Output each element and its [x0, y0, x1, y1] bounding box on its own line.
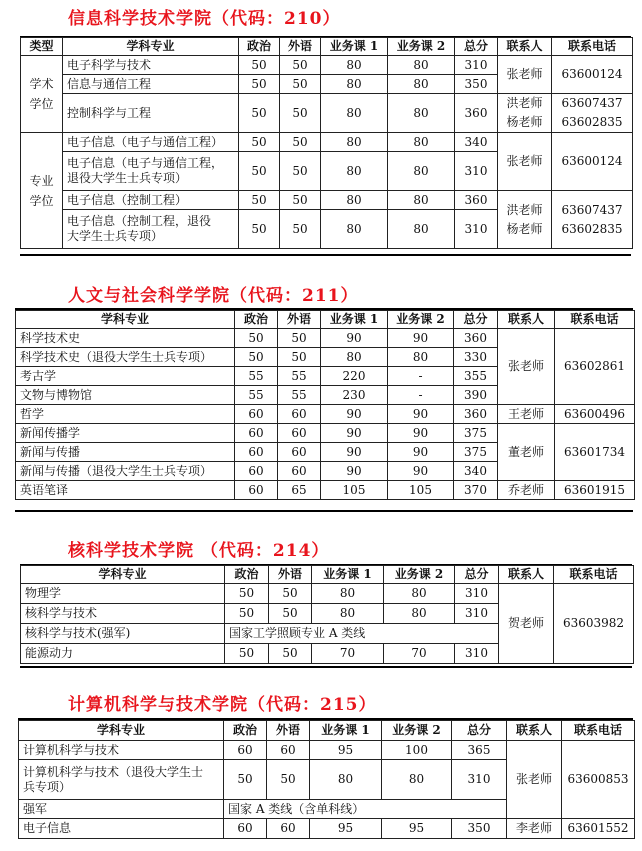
score-cell: -: [388, 386, 454, 405]
score-cell: 100: [382, 741, 452, 760]
major-cell: 新闻传播学: [16, 424, 235, 443]
score-cell: 80: [321, 210, 388, 249]
contact-phone-cell: 63603982: [554, 584, 634, 664]
total-cell: 310: [455, 210, 498, 249]
section-rule: [20, 254, 631, 256]
score-cell: 90: [388, 405, 454, 424]
major-cell: 科学技术史: [16, 329, 235, 348]
major-cell: 电子信息（电子与通信工程， 退役大学生士兵专项）: [63, 152, 239, 191]
header-contact: 联系人: [507, 721, 562, 741]
table-214: [20, 565, 634, 664]
major-cell: 考古学: [16, 367, 235, 386]
major-cell: 计算机科学与技术（退役大学生士 兵专项）: [19, 760, 224, 800]
score-cell: 55: [235, 386, 278, 405]
total-cell: 310: [455, 56, 498, 75]
total-cell: 350: [455, 75, 498, 94]
score-cell: 60: [224, 741, 267, 760]
contact-phone-cell: 63607437 63602835: [552, 94, 633, 133]
total-cell: 390: [454, 386, 498, 405]
score-cell: 105: [321, 481, 388, 500]
score-cell: 80: [388, 191, 455, 210]
score-cell: 90: [321, 329, 388, 348]
degree-type-cell: 专业 学位: [21, 133, 63, 249]
major-cell: 新闻与传播（退役大学生士兵专项）: [16, 462, 235, 481]
score-cell: 50: [269, 584, 312, 604]
total-cell: 310: [452, 760, 507, 800]
score-cell: 55: [278, 386, 321, 405]
score-cell: 80: [321, 75, 388, 94]
score-cell: 80: [310, 760, 382, 800]
major-cell: 核科学与技术(强军): [21, 624, 225, 644]
header-contact: 联系人: [498, 311, 555, 329]
score-cell: 60: [235, 443, 278, 462]
score-cell: 220: [321, 367, 388, 386]
section-title-214: 核科学技术学院 （代码：214）: [68, 541, 330, 561]
contact-name-cell: 董老师: [498, 424, 555, 481]
score-cell: 80: [321, 152, 388, 191]
header-contact: 联系人: [499, 566, 554, 584]
total-cell: 350: [452, 819, 507, 839]
header-course-2: 业务课 2: [382, 721, 452, 741]
score-cell: 50: [280, 210, 321, 249]
contact-name-cell: 张老师: [498, 56, 552, 94]
major-cell: 能源动力: [21, 644, 225, 664]
score-cell: 80: [321, 348, 388, 367]
total-cell: 310: [455, 644, 499, 664]
score-cell: 80: [388, 94, 455, 133]
score-cell: 60: [235, 405, 278, 424]
total-cell: 340: [454, 462, 498, 481]
note-cell: 国家工学照顾专业 A 类线: [225, 624, 499, 644]
major-cell: 电子信息（控制工程）: [63, 191, 239, 210]
score-cell: 60: [278, 443, 321, 462]
score-cell: 50: [235, 329, 278, 348]
header-type: 类型: [21, 38, 63, 56]
header-contact: 联系人: [498, 38, 552, 56]
header-course-1: 业务课 1: [312, 566, 384, 584]
score-cell: 60: [224, 819, 267, 839]
total-cell: 360: [454, 405, 498, 424]
total-cell: 360: [454, 329, 498, 348]
total-cell: 355: [454, 367, 498, 386]
score-cell: 60: [278, 462, 321, 481]
score-cell: 80: [388, 348, 454, 367]
score-cell: 60: [267, 741, 310, 760]
score-cell: 90: [388, 443, 454, 462]
score-cell: 50: [225, 644, 269, 664]
header-course-2: 业务课 2: [388, 311, 454, 329]
major-cell: 电子科学与技术: [63, 56, 239, 75]
score-cell: 90: [321, 405, 388, 424]
header-major: 学科专业: [16, 311, 235, 329]
contact-name-cell: 洪老师 杨老师: [498, 94, 552, 133]
table-215: [18, 720, 635, 839]
header-course-2: 业务课 2: [384, 566, 455, 584]
contact-name-cell: 洪老师 杨老师: [498, 191, 552, 249]
score-cell: 80: [382, 760, 452, 800]
header-phone: 联系电话: [554, 566, 634, 584]
table-210: [20, 37, 633, 249]
total-cell: 375: [454, 443, 498, 462]
score-cell: 95: [310, 741, 382, 760]
header-foreign-language: 外语: [267, 721, 310, 741]
total-cell: 310: [455, 152, 498, 191]
score-cell: 70: [312, 644, 384, 664]
score-cell: 65: [278, 481, 321, 500]
major-cell: 强军: [19, 800, 224, 819]
header-total: 总分: [452, 721, 507, 741]
section-title-211: 人文与社会科学学院（代码：211）: [68, 286, 359, 306]
header-phone: 联系电话: [555, 311, 635, 329]
major-cell: 物理学: [21, 584, 225, 604]
section-rule: [20, 666, 632, 668]
score-cell: 80: [388, 210, 455, 249]
table-row: [16, 329, 635, 348]
score-cell: 80: [388, 152, 455, 191]
score-cell: 90: [321, 462, 388, 481]
score-cell: 60: [267, 819, 310, 839]
score-cell: 230: [321, 386, 388, 405]
header-foreign-language: 外语: [280, 38, 321, 56]
score-cell: 80: [312, 604, 384, 624]
contact-phone-cell: 63602861: [555, 329, 635, 405]
score-cell: 60: [235, 462, 278, 481]
score-cell: 50: [267, 760, 310, 800]
score-cell: 50: [278, 329, 321, 348]
header-phone: 联系电话: [552, 38, 633, 56]
table-row: [16, 481, 635, 500]
degree-type-cell: 学术 学位: [21, 56, 63, 133]
major-cell: 核科学与技术: [21, 604, 225, 624]
contact-phone-cell: 63600853: [562, 741, 635, 819]
score-cell: 90: [321, 424, 388, 443]
contact-name-cell: 乔老师: [498, 481, 555, 500]
score-cell: 50: [269, 604, 312, 624]
score-cell: 50: [280, 152, 321, 191]
total-cell: 360: [455, 191, 498, 210]
score-cell: 60: [235, 481, 278, 500]
score-cell: 50: [239, 191, 280, 210]
note-cell: 国家 A 类线（含单科线）: [224, 800, 507, 819]
contact-name-cell: 张老师: [498, 133, 552, 191]
score-cell: 60: [278, 405, 321, 424]
major-cell: 英语笔译: [16, 481, 235, 500]
contact-phone-cell: 63600124: [552, 133, 633, 191]
table-row: [21, 56, 633, 75]
header-phone: 联系电话: [562, 721, 635, 741]
table-row: [21, 133, 633, 152]
total-cell: 310: [455, 584, 499, 604]
header-major: 学科专业: [63, 38, 239, 56]
score-cell: 50: [239, 133, 280, 152]
score-cell: 50: [280, 133, 321, 152]
major-cell: 信息与通信工程: [63, 75, 239, 94]
contact-phone-cell: 63607437 63602835: [552, 191, 633, 249]
major-cell: 新闻与传播: [16, 443, 235, 462]
score-cell: 80: [384, 584, 455, 604]
score-cell: 50: [239, 210, 280, 249]
contact-name-cell: 王老师: [498, 405, 555, 424]
score-cell: 95: [310, 819, 382, 839]
major-cell: 文物与博物馆: [16, 386, 235, 405]
score-cell: 50: [239, 75, 280, 94]
header-politics: 政治: [225, 566, 269, 584]
header-foreign-language: 外语: [278, 311, 321, 329]
score-cell: 55: [278, 367, 321, 386]
score-cell: 80: [312, 584, 384, 604]
section-title-210: 信息科学技术学院（代码：210）: [68, 9, 341, 29]
header-politics: 政治: [239, 38, 280, 56]
section-rule: [15, 510, 633, 512]
total-cell: 370: [454, 481, 498, 500]
header-politics: 政治: [224, 721, 267, 741]
table-211: [15, 310, 635, 500]
major-cell: 控制科学与工程: [63, 94, 239, 133]
score-cell: 80: [388, 133, 455, 152]
header-major: 学科专业: [19, 721, 224, 741]
score-cell: 50: [235, 348, 278, 367]
score-cell: 95: [382, 819, 452, 839]
score-cell: 105: [388, 481, 454, 500]
score-cell: 80: [388, 75, 455, 94]
score-cell: 90: [388, 329, 454, 348]
score-cell: 90: [388, 424, 454, 443]
score-cell: 55: [235, 367, 278, 386]
contact-phone-cell: 63601915: [555, 481, 635, 500]
contact-name-cell: 李老师: [507, 819, 562, 839]
table-row: [16, 405, 635, 424]
contact-phone-cell: 63601552: [562, 819, 635, 839]
score-cell: 50: [280, 94, 321, 133]
total-cell: 365: [452, 741, 507, 760]
major-cell: 电子信息（电子与通信工程）: [63, 133, 239, 152]
total-cell: 340: [455, 133, 498, 152]
score-cell: 50: [239, 56, 280, 75]
score-cell: 50: [280, 56, 321, 75]
header-foreign-language: 外语: [269, 566, 312, 584]
score-cell: 50: [278, 348, 321, 367]
major-cell: 电子信息: [19, 819, 224, 839]
score-cell: 50: [269, 644, 312, 664]
score-cell: 60: [235, 424, 278, 443]
score-cell: 80: [321, 94, 388, 133]
total-cell: 375: [454, 424, 498, 443]
header-total: 总分: [455, 38, 498, 56]
table-row: [16, 424, 635, 443]
score-cell: 50: [280, 191, 321, 210]
contact-phone-cell: 63601734: [555, 424, 635, 481]
total-cell: 360: [455, 94, 498, 133]
score-cell: 80: [321, 133, 388, 152]
total-cell: 310: [455, 604, 499, 624]
header-major: 学科专业: [21, 566, 225, 584]
score-cell: 80: [384, 604, 455, 624]
score-cell: 90: [321, 443, 388, 462]
contact-name-cell: 张老师: [498, 329, 555, 405]
score-cell: 60: [278, 424, 321, 443]
contact-name-cell: 张老师: [507, 741, 562, 819]
contact-phone-cell: 63600496: [555, 405, 635, 424]
section-title-215: 计算机科学与技术学院（代码：215）: [68, 695, 377, 715]
table-row: [21, 94, 633, 133]
score-cell: 50: [225, 584, 269, 604]
header-course-2: 业务课 2: [388, 38, 455, 56]
score-cell: 50: [224, 760, 267, 800]
major-cell: 电子信息（控制工程，退役 大学生士兵专项）: [63, 210, 239, 249]
score-cell: 70: [384, 644, 455, 664]
header-course-1: 业务课 1: [321, 311, 388, 329]
table-row: [21, 584, 634, 604]
header-course-1: 业务课 1: [321, 38, 388, 56]
table-row: [19, 819, 635, 839]
score-cell: -: [388, 367, 454, 386]
total-cell: 330: [454, 348, 498, 367]
score-cell: 50: [239, 152, 280, 191]
header-total: 总分: [454, 311, 498, 329]
score-cell: 80: [321, 191, 388, 210]
header-total: 总分: [455, 566, 499, 584]
header-course-1: 业务课 1: [310, 721, 382, 741]
score-cell: 50: [239, 94, 280, 133]
major-cell: 科学技术史（退役大学生士兵专项）: [16, 348, 235, 367]
contact-phone-cell: 63600124: [552, 56, 633, 94]
score-cell: 80: [321, 56, 388, 75]
major-cell: 哲学: [16, 405, 235, 424]
contact-name-cell: 贺老师: [499, 584, 554, 664]
table-row: [21, 191, 633, 210]
score-cell: 80: [388, 56, 455, 75]
score-cell: 90: [388, 462, 454, 481]
header-politics: 政治: [235, 311, 278, 329]
score-cell: 50: [225, 604, 269, 624]
score-cell: 50: [280, 75, 321, 94]
major-cell: 计算机科学与技术: [19, 741, 224, 760]
table-row: [19, 741, 635, 760]
